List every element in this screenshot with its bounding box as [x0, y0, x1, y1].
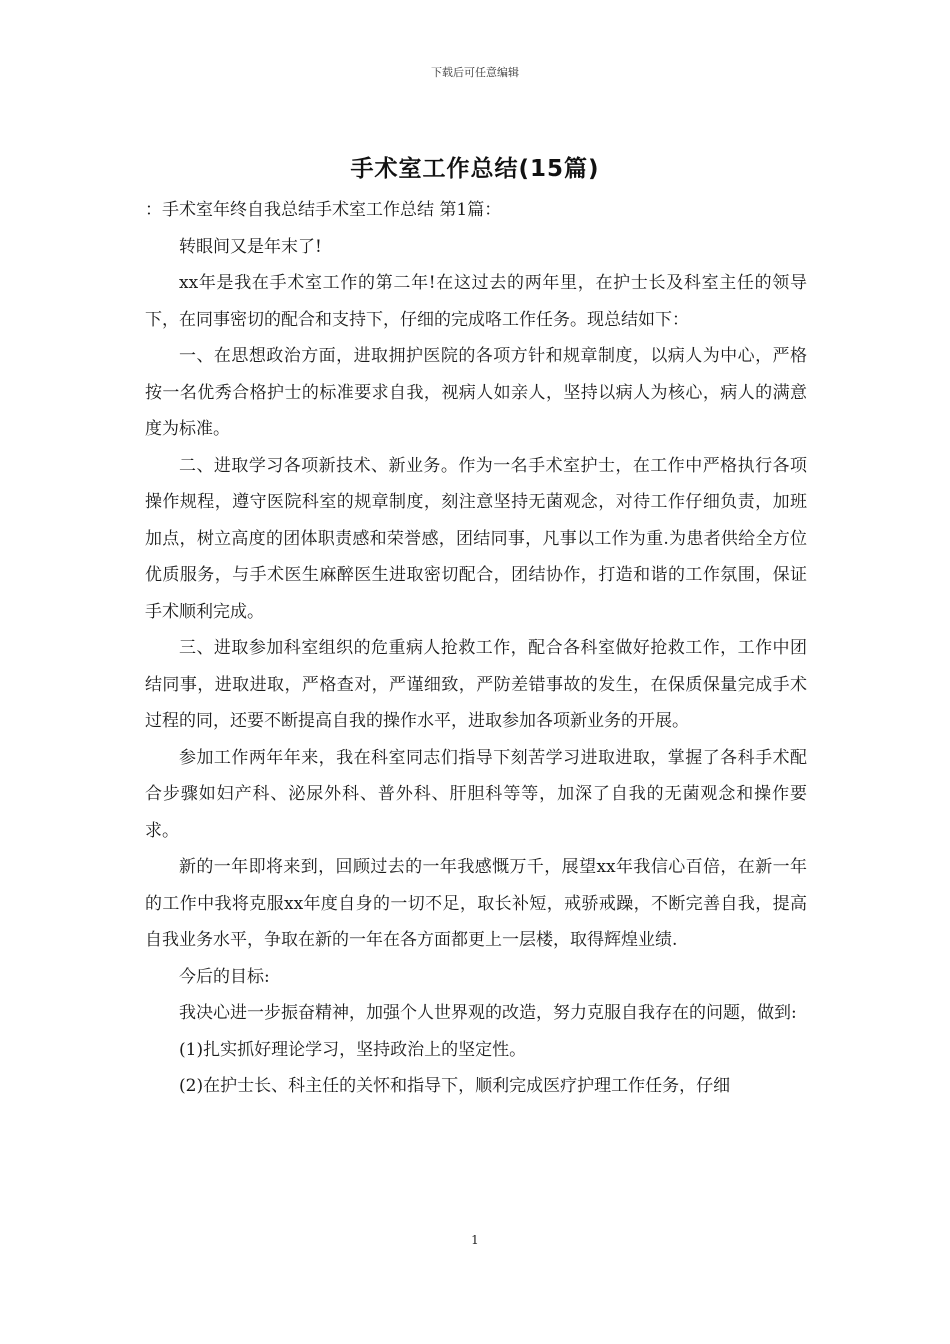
document-body [145, 192, 807, 1105]
paragraph: 新的一年即将来到，回顾过去的一年我感慨万千，展望xx年我信心百倍，在新一年的工作中我将克服xx年度自身的一切不足，取长补短，戒骄戒躁，不断完善自我，提高自我业务水平，争取在新的一年在各方面都更上一层楼，取得辉煌业绩. [145, 857, 807, 950]
paragraph-intro: ：手术室年终自我总结手术室工作总结 第1篇： [145, 200, 502, 220]
paragraph: 我决心进一步振奋精神，加强个人世界观的改造，努力克服自我存在的问题，做到: [179, 1003, 797, 1023]
header-note: 下载后可任意编辑 [431, 66, 519, 79]
paragraph: 二、进取学习各项新技术、新业务。作为一名手术室护士，在工作中严格执行各项操作规程，遵守医院科室的规章制度，刻注意坚持无菌观念，对待工作仔细负责，加班加点，树立高度的团体职责感和荣誉感，团结同事，凡事以工作为重.为患者供给全方位优质服务，与手术医生麻醉医生进取密切配合，团结协作，打造和谐的工作氛围，保证手术顺利完成。 [145, 455, 807, 622]
paragraph: 今后的目标: [179, 966, 270, 987]
document-title: 手术室工作总结(15篇) [350, 156, 600, 182]
list-item: (2)在护士长、科主任的关怀和指导下，顺利完成医疗护理工作任务，仔细 [179, 1076, 731, 1096]
paragraph: 参加工作两年年来，我在科室同志们指导下刻苦学习进取进取，掌握了各科手术配合步骤如妇产科、泌尿外科、普外科、肝胆科等等，加深了自我的无菌观念和操作要求。 [145, 747, 807, 841]
page-number: 1 [471, 1233, 479, 1247]
paragraph: xx年是我在手术室工作的第二年!在这过去的两年里，在护士长及科室主任的领导下，在同事密切的配合和支持下，仔细的完成咯工作任务。现总结如下： [145, 273, 807, 330]
paragraph: 转眼间又是年末了! [179, 236, 322, 257]
paragraph: 一、在思想政治方面，进取拥护医院的各项方针和规章制度，以病人为中心，严格按一名优秀合格护士的标准要求自我，视病人如亲人，坚持以病人为核心，病人的满意度为标准。 [145, 346, 807, 439]
list-item: (1)扎实抓好理论学习，坚持政治上的坚定性。 [179, 1039, 527, 1060]
paragraph: 三、进取参加科室组织的危重病人抢救工作，配合各科室做好抢救工作，工作中团结同事，进取进取，严格查对，严谨细致，严防差错事故的发生，在保质保量完成手术过程的同，还要不断提高自我的操作水平，进取参加各项新业务的开展。 [145, 638, 807, 731]
